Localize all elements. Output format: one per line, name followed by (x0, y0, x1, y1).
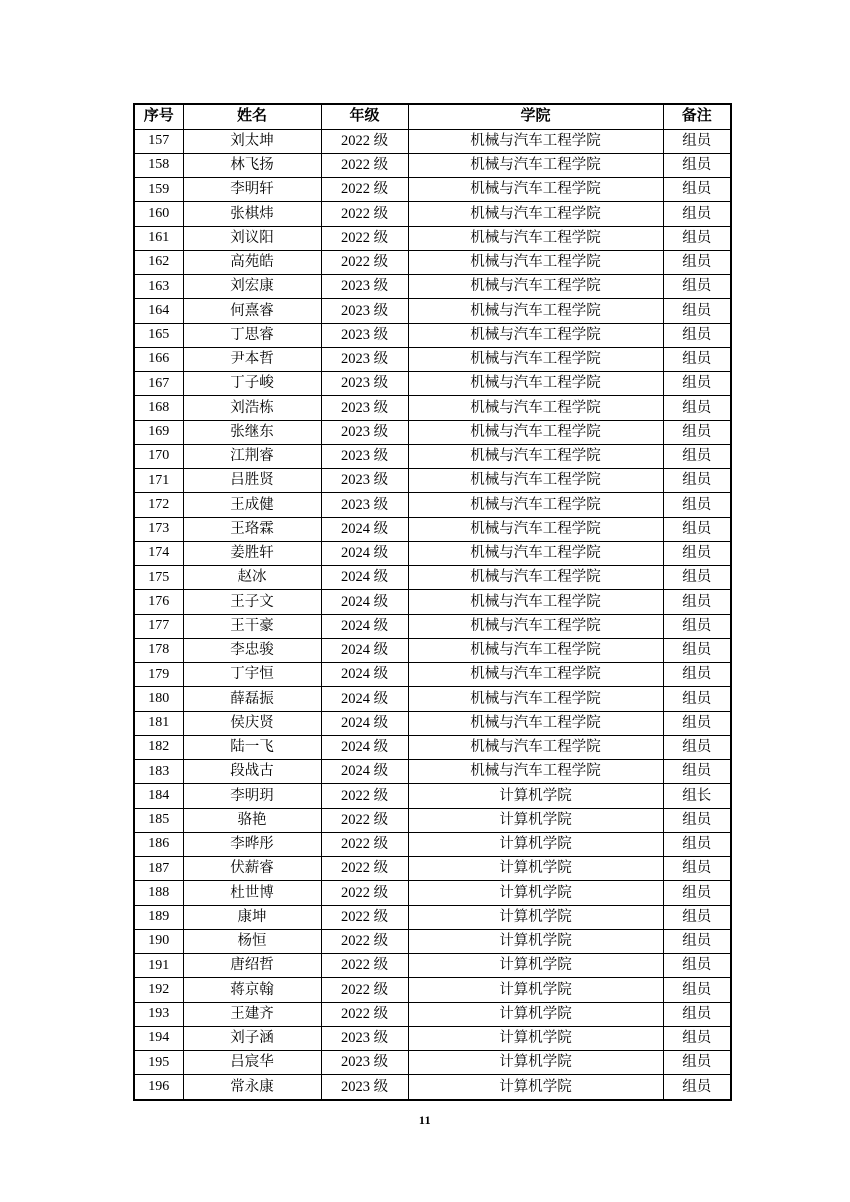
cell-grade: 2022 级 (321, 250, 408, 274)
cell-college: 机械与汽车工程学院 (408, 614, 663, 638)
cell-name: 康坤 (183, 905, 321, 929)
cell-number: 180 (134, 687, 183, 711)
table-row (134, 978, 731, 1002)
cell-number: 157 (134, 129, 183, 153)
table-row (134, 129, 731, 153)
cell-grade: 2024 级 (321, 687, 408, 711)
cell-name: 段战古 (183, 760, 321, 784)
cell-note: 组员 (663, 469, 731, 493)
table-row (134, 687, 731, 711)
cell-grade: 2022 级 (321, 881, 408, 905)
cell-grade: 2024 级 (321, 614, 408, 638)
table-row (134, 663, 731, 687)
cell-number: 188 (134, 881, 183, 905)
cell-college: 计算机学院 (408, 808, 663, 832)
cell-college: 机械与汽车工程学院 (408, 444, 663, 468)
table-header-row (134, 104, 731, 129)
table-row (134, 347, 731, 371)
cell-number: 172 (134, 493, 183, 517)
cell-name: 伏薪睿 (183, 857, 321, 881)
cell-name: 李忠骏 (183, 638, 321, 662)
cell-college: 计算机学院 (408, 978, 663, 1002)
cell-college: 机械与汽车工程学院 (408, 250, 663, 274)
table-row (134, 857, 731, 881)
cell-college: 机械与汽车工程学院 (408, 153, 663, 177)
table-row (134, 735, 731, 759)
cell-note: 组员 (663, 153, 731, 177)
cell-college: 计算机学院 (408, 857, 663, 881)
cell-number: 173 (134, 517, 183, 541)
cell-college: 机械与汽车工程学院 (408, 372, 663, 396)
table-row (134, 444, 731, 468)
cell-college: 机械与汽车工程学院 (408, 420, 663, 444)
cell-number: 189 (134, 905, 183, 929)
cell-grade: 2022 级 (321, 832, 408, 856)
cell-name: 刘子涵 (183, 1026, 321, 1050)
cell-name: 刘浩栋 (183, 396, 321, 420)
table-row (134, 905, 731, 929)
cell-grade: 2023 级 (321, 347, 408, 371)
cell-name: 丁思睿 (183, 323, 321, 347)
cell-number: 192 (134, 978, 183, 1002)
cell-grade: 2023 级 (321, 372, 408, 396)
cell-grade: 2023 级 (321, 299, 408, 323)
cell-note: 组员 (663, 566, 731, 590)
cell-number: 174 (134, 541, 183, 565)
table-row (134, 323, 731, 347)
table-row (134, 250, 731, 274)
cell-grade: 2024 级 (321, 760, 408, 784)
cell-number: 176 (134, 590, 183, 614)
cell-college: 计算机学院 (408, 1026, 663, 1050)
cell-college: 机械与汽车工程学院 (408, 226, 663, 250)
cell-college: 机械与汽车工程学院 (408, 493, 663, 517)
cell-grade: 2023 级 (321, 493, 408, 517)
cell-note: 组员 (663, 1051, 731, 1075)
cell-name: 赵冰 (183, 566, 321, 590)
cell-grade: 2022 级 (321, 129, 408, 153)
cell-college: 机械与汽车工程学院 (408, 469, 663, 493)
cell-name: 张棋炜 (183, 202, 321, 226)
cell-college: 机械与汽车工程学院 (408, 638, 663, 662)
cell-name: 李明轩 (183, 178, 321, 202)
cell-grade: 2022 级 (321, 784, 408, 808)
cell-college: 机械与汽车工程学院 (408, 760, 663, 784)
cell-name: 李明玥 (183, 784, 321, 808)
cell-note: 组员 (663, 978, 731, 1002)
table-row (134, 638, 731, 662)
cell-note: 组员 (663, 1075, 731, 1100)
cell-name: 杜世博 (183, 881, 321, 905)
cell-name: 吕宸华 (183, 1051, 321, 1075)
cell-grade: 2022 级 (321, 202, 408, 226)
col-header-note: 备注 (663, 104, 731, 129)
cell-grade: 2022 级 (321, 905, 408, 929)
cell-note: 组员 (663, 614, 731, 638)
page-number: 11 (418, 1113, 432, 1127)
cell-name: 吕胜贤 (183, 469, 321, 493)
cell-note: 组员 (663, 735, 731, 759)
table-row (134, 784, 731, 808)
table-row (134, 517, 731, 541)
col-header-grade: 年级 (321, 104, 408, 129)
cell-name: 江荆睿 (183, 444, 321, 468)
cell-name: 刘太坤 (183, 129, 321, 153)
cell-note: 组员 (663, 444, 731, 468)
cell-grade: 2022 级 (321, 929, 408, 953)
table-row (134, 493, 731, 517)
table-row (134, 1075, 731, 1100)
table-row (134, 275, 731, 299)
cell-college: 计算机学院 (408, 905, 663, 929)
table-row (134, 178, 731, 202)
cell-name: 何熹睿 (183, 299, 321, 323)
cell-number: 166 (134, 347, 183, 371)
table-row (134, 929, 731, 953)
cell-name: 王建齐 (183, 1002, 321, 1026)
table-row (134, 226, 731, 250)
cell-note: 组员 (663, 881, 731, 905)
cell-number: 158 (134, 153, 183, 177)
col-header-number: 序号 (134, 104, 183, 129)
cell-college: 机械与汽车工程学院 (408, 687, 663, 711)
table-row (134, 1051, 731, 1075)
cell-grade: 2024 级 (321, 663, 408, 687)
cell-grade: 2022 级 (321, 978, 408, 1002)
cell-college: 机械与汽车工程学院 (408, 566, 663, 590)
cell-college: 机械与汽车工程学院 (408, 299, 663, 323)
table-row (134, 711, 731, 735)
cell-note: 组员 (663, 590, 731, 614)
cell-note: 组员 (663, 1026, 731, 1050)
table-row (134, 153, 731, 177)
cell-number: 194 (134, 1026, 183, 1050)
table-row (134, 1026, 731, 1050)
cell-number: 164 (134, 299, 183, 323)
cell-grade: 2023 级 (321, 1051, 408, 1075)
table-row (134, 541, 731, 565)
cell-name: 林飞扬 (183, 153, 321, 177)
table-row (134, 590, 731, 614)
cell-note: 组员 (663, 226, 731, 250)
cell-number: 168 (134, 396, 183, 420)
cell-grade: 2023 级 (321, 1026, 408, 1050)
cell-grade: 2023 级 (321, 323, 408, 347)
cell-number: 181 (134, 711, 183, 735)
cell-note: 组员 (663, 541, 731, 565)
cell-name: 刘宏康 (183, 275, 321, 299)
cell-number: 184 (134, 784, 183, 808)
cell-name: 骆艳 (183, 808, 321, 832)
cell-college: 计算机学院 (408, 1051, 663, 1075)
cell-number: 179 (134, 663, 183, 687)
cell-grade: 2024 级 (321, 638, 408, 662)
cell-note: 组长 (663, 784, 731, 808)
table-row (134, 1002, 731, 1026)
cell-grade: 2024 级 (321, 566, 408, 590)
table-row (134, 469, 731, 493)
cell-note: 组员 (663, 929, 731, 953)
table-row (134, 881, 731, 905)
cell-note: 组员 (663, 808, 731, 832)
cell-name: 丁宇恒 (183, 663, 321, 687)
cell-name: 王成健 (183, 493, 321, 517)
table-row (134, 614, 731, 638)
cell-number: 163 (134, 275, 183, 299)
cell-name: 高苑皓 (183, 250, 321, 274)
cell-grade: 2022 级 (321, 857, 408, 881)
table-row (134, 372, 731, 396)
cell-name: 丁子峻 (183, 372, 321, 396)
cell-grade: 2023 级 (321, 275, 408, 299)
cell-number: 160 (134, 202, 183, 226)
cell-college: 计算机学院 (408, 954, 663, 978)
cell-college: 计算机学院 (408, 832, 663, 856)
cell-note: 组员 (663, 299, 731, 323)
cell-note: 组员 (663, 396, 731, 420)
table-row (134, 808, 731, 832)
table-row (134, 202, 731, 226)
cell-note: 组员 (663, 250, 731, 274)
cell-note: 组员 (663, 517, 731, 541)
cell-college: 机械与汽车工程学院 (408, 517, 663, 541)
cell-number: 169 (134, 420, 183, 444)
cell-grade: 2023 级 (321, 444, 408, 468)
cell-college: 机械与汽车工程学院 (408, 202, 663, 226)
table-row (134, 566, 731, 590)
cell-grade: 2024 级 (321, 735, 408, 759)
cell-name: 尹本哲 (183, 347, 321, 371)
cell-name: 侯庆贤 (183, 711, 321, 735)
cell-grade: 2022 级 (321, 153, 408, 177)
cell-grade: 2022 级 (321, 178, 408, 202)
cell-grade: 2023 级 (321, 396, 408, 420)
table-row (134, 760, 731, 784)
cell-number: 183 (134, 760, 183, 784)
cell-note: 组员 (663, 493, 731, 517)
cell-name: 薛磊振 (183, 687, 321, 711)
cell-name: 王干豪 (183, 614, 321, 638)
cell-note: 组员 (663, 638, 731, 662)
cell-name: 唐绍哲 (183, 954, 321, 978)
cell-college: 计算机学院 (408, 1075, 663, 1100)
cell-college: 机械与汽车工程学院 (408, 275, 663, 299)
cell-note: 组员 (663, 711, 731, 735)
cell-college: 机械与汽车工程学院 (408, 323, 663, 347)
col-header-name: 姓名 (183, 104, 321, 129)
cell-college: 计算机学院 (408, 881, 663, 905)
cell-number: 195 (134, 1051, 183, 1075)
cell-number: 161 (134, 226, 183, 250)
cell-grade: 2024 级 (321, 541, 408, 565)
cell-note: 组员 (663, 129, 731, 153)
cell-number: 186 (134, 832, 183, 856)
cell-college: 机械与汽车工程学院 (408, 590, 663, 614)
cell-note: 组员 (663, 832, 731, 856)
cell-grade: 2022 级 (321, 226, 408, 250)
table-row (134, 299, 731, 323)
cell-college: 机械与汽车工程学院 (408, 396, 663, 420)
cell-note: 组员 (663, 760, 731, 784)
cell-name: 刘议阳 (183, 226, 321, 250)
cell-number: 159 (134, 178, 183, 202)
cell-number: 196 (134, 1075, 183, 1100)
cell-note: 组员 (663, 275, 731, 299)
cell-name: 常永康 (183, 1075, 321, 1100)
cell-note: 组员 (663, 857, 731, 881)
cell-grade: 2024 级 (321, 517, 408, 541)
cell-name: 王珞霖 (183, 517, 321, 541)
cell-name: 姜胜轩 (183, 541, 321, 565)
cell-number: 191 (134, 954, 183, 978)
cell-number: 165 (134, 323, 183, 347)
cell-number: 185 (134, 808, 183, 832)
cell-college: 计算机学院 (408, 929, 663, 953)
cell-college: 机械与汽车工程学院 (408, 663, 663, 687)
cell-college: 机械与汽车工程学院 (408, 129, 663, 153)
cell-number: 171 (134, 469, 183, 493)
cell-note: 组员 (663, 372, 731, 396)
cell-note: 组员 (663, 323, 731, 347)
cell-grade: 2022 级 (321, 1002, 408, 1026)
cell-college: 机械与汽车工程学院 (408, 347, 663, 371)
cell-name: 李晔彤 (183, 832, 321, 856)
cell-number: 177 (134, 614, 183, 638)
cell-note: 组员 (663, 905, 731, 929)
cell-number: 170 (134, 444, 183, 468)
cell-note: 组员 (663, 347, 731, 371)
table-row (134, 832, 731, 856)
cell-grade: 2022 级 (321, 954, 408, 978)
table-row (134, 396, 731, 420)
cell-note: 组员 (663, 687, 731, 711)
cell-number: 175 (134, 566, 183, 590)
cell-number: 178 (134, 638, 183, 662)
cell-grade: 2023 级 (321, 1075, 408, 1100)
cell-note: 组员 (663, 202, 731, 226)
cell-note: 组员 (663, 663, 731, 687)
col-header-college: 学院 (408, 104, 663, 129)
cell-grade: 2023 级 (321, 420, 408, 444)
cell-grade: 2023 级 (321, 469, 408, 493)
table-row (134, 420, 731, 444)
table-row (134, 954, 731, 978)
cell-number: 190 (134, 929, 183, 953)
cell-note: 组员 (663, 420, 731, 444)
cell-number: 187 (134, 857, 183, 881)
cell-note: 组员 (663, 178, 731, 202)
cell-grade: 2024 级 (321, 590, 408, 614)
cell-grade: 2022 级 (321, 808, 408, 832)
cell-note: 组员 (663, 1002, 731, 1026)
cell-college: 计算机学院 (408, 784, 663, 808)
cell-number: 162 (134, 250, 183, 274)
cell-number: 167 (134, 372, 183, 396)
cell-name: 王子文 (183, 590, 321, 614)
cell-note: 组员 (663, 954, 731, 978)
cell-grade: 2024 级 (321, 711, 408, 735)
cell-name: 杨恒 (183, 929, 321, 953)
cell-college: 计算机学院 (408, 1002, 663, 1026)
cell-name: 陆一飞 (183, 735, 321, 759)
cell-college: 机械与汽车工程学院 (408, 541, 663, 565)
cell-number: 182 (134, 735, 183, 759)
cell-college: 机械与汽车工程学院 (408, 711, 663, 735)
cell-college: 机械与汽车工程学院 (408, 178, 663, 202)
cell-name: 蒋京翰 (183, 978, 321, 1002)
cell-college: 机械与汽车工程学院 (408, 735, 663, 759)
roster-table (133, 103, 732, 1101)
cell-number: 193 (134, 1002, 183, 1026)
cell-name: 张继东 (183, 420, 321, 444)
